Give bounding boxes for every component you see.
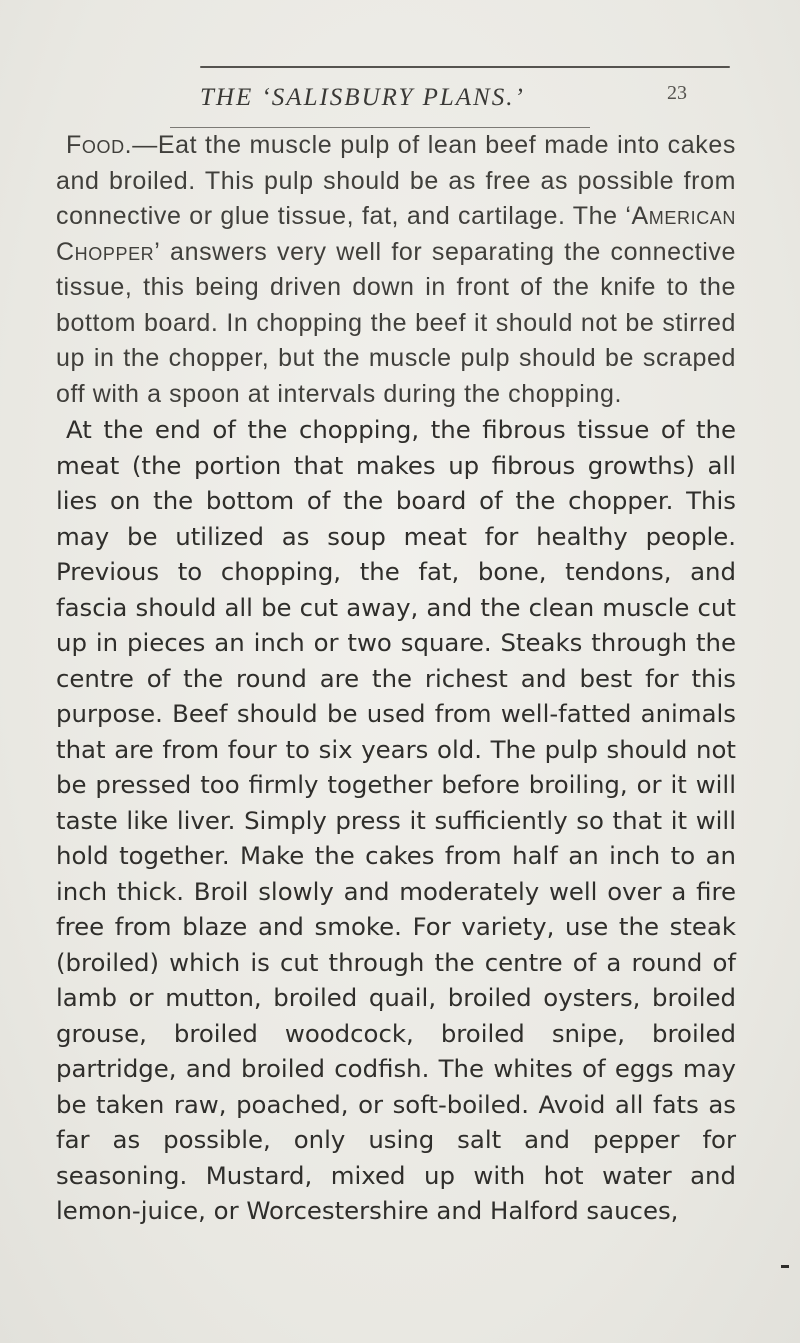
paragraph-lead: Food.	[66, 131, 133, 159]
page-number: 23	[667, 82, 687, 104]
header-rule	[200, 66, 730, 68]
paragraph-text-rest: answers very well for separating the connective tissue, this being driven down in front of the knife to the bottom board. In chopping the beef it should not be stirred up in the chopper, but the muscle pulp should be scraped off with a spoon at intervals during the chopping.	[56, 237, 736, 408]
body-text	[56, 128, 736, 1229]
edge-mark	[781, 1265, 789, 1268]
paragraph-food	[56, 128, 736, 412]
paragraph-chopping: At the end of the chopping, the fibrous tissue of the meat (the portion that makes up fibrous growths) all lies on the bottom of the board of the chopper. This may be utilized as soup meat for healthy people. Previous to chopping, the fat, bone, tendons, and fascia should all be cut away, and the clean muscle cut up in pieces an inch or two square. Steaks through the centre of the round are the richest and best for this purpose. Beef should be used from well-fatted animals that are from four to six years old. The pulp should not be pressed too firmly together before broiling, or it will taste like liver. Simply press it sufficiently so that it will hold together. Make the cakes from half an inch to an inch thick. Broil slowly and moderately well over a fire free from blaze and smoke. For variety, use the steak (broiled) which is cut through the centre of a round of lamb or mutton, broiled quail, broiled oysters, broiled grouse, broiled woodcock, broiled snipe, broiled partridge, and broiled codfish. The whites of eggs may be taken raw, poached, or soft-boiled. Avoid all fats as far as possible, only using salt and pepper for seasoning. Mustard, mixed up with hot water and lemon-juice, or Worcestershire and Halford sauces,	[56, 415, 736, 1225]
paragraph-text: —Eat the muscle pulp of lean beef made into cakes and broiled. This pulp should be as free as possible from connective or glue tissue, fat, and cartilage. The	[56, 131, 736, 230]
chopper-name: ‘American Chopper’	[56, 202, 736, 266]
running-head: THE ‘SALISBURY PLANS.’	[200, 84, 525, 111]
